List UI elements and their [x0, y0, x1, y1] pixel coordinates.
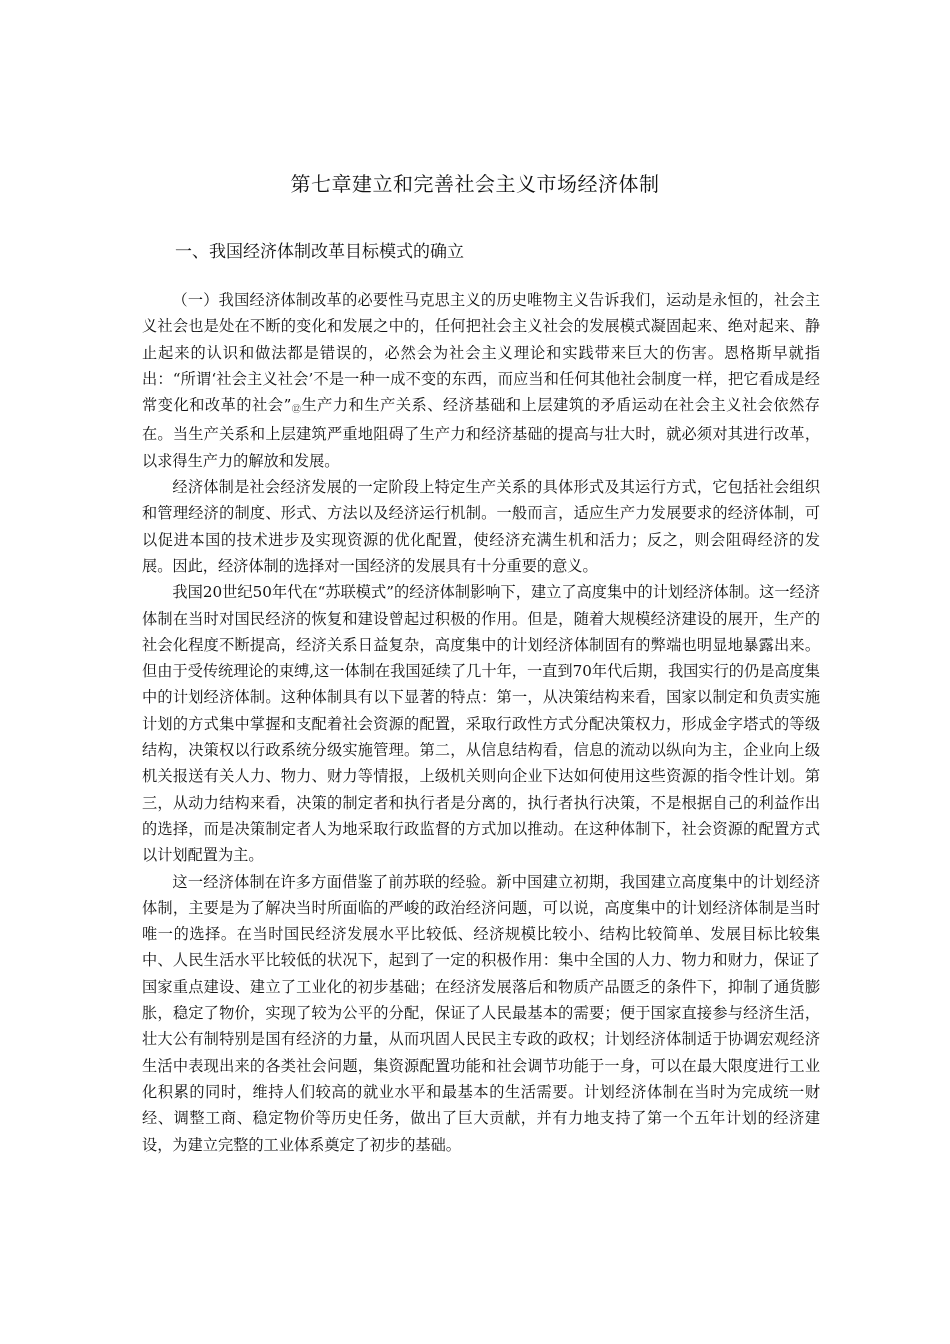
section-heading: 一、我国经济体制改革目标模式的确立: [175, 242, 464, 262]
paragraph-1: [142, 287, 820, 474]
chapter-title: 第七章建立和完善社会主义市场经济体制: [290, 172, 660, 196]
paragraph-3: 我国20世纪50年代在“苏联模式”的经济体制影响下，建立了高度集中的计划经济体制。这一经济体制在当时对国民经济的恢复和建设曾起过积极的作用。但是，随着大规模经济建设的展开，生产的社会化程度不断提高，经济关系日益复杂，高度集中的计划经济体制固有的弊端也明显地暴露出来。但由于受传统理论的束缚,这一体制在我国延续了几十年，一直到70年代后期，我国实行的仍是高度集中的计划经济体制。这种体制具有以下显著的特点：第一，从决策结构来看，国家以制定和负责实施计划的方式集中掌握和支配着社会资源的配置，采取行政性方式分配决策权力，形成金字塔式的等级结构，决策权以行政系统分级实施管理。第二，从信息结构看，信息的流动以纵向为主，企业向上级机关报送有关人力、物力、财力等情报，上级机关则向企业下达如何使用这些资源的指令性计划。第三，从动力结构来看，决策的制定者和执行者是分离的，执行者执行决策，不是根据自己的利益作出的选择，而是决策制定者人为地采取行政监督的方式加以推动。在这种体制下，社会资源的配置方式以计划配置为主。: [142, 583, 820, 865]
paragraph-1-part-a: （一）我国经济体制改革的必要性马克思主义的历史唯物主义告诉我们，运动是永恒的，社会主义社会也是处在不断的变化和发展之中的，任何把社会主义社会的发展模式凝固起来、绝对起来、静止起来的认识和做法都是错误的，必然会为社会主义理论和实践带来巨大的伤害。恩格斯早就指出：“所谓‘社会主义社会’不是一种一成不变的东西，而应当和任何其他社会制度一样，把它看成是经常变化和改革的社会”: [142, 291, 820, 415]
document-body: [142, 287, 820, 1158]
footnote-marker: ⑫: [291, 405, 302, 416]
paragraph-2: 经济体制是社会经济发展的一定阶段上特定生产关系的具体形式及其运行方式，它包括社会组织和管理经济的制度、形式、方法以及经济运行机制。一般而言，适应生产力发展要求的经济体制，可以促进本国的技术进步及实现资源的优化配置，使经济充满生机和活力；反之，则会阻碍经济的发展。因此，经济体制的选择对一国经济的发展具有十分重要的意义。: [142, 478, 820, 575]
paragraph-4: 这一经济体制在许多方面借鉴了前苏联的经验。新中国建立初期，我国建立高度集中的计划经济体制，主要是为了解决当时所面临的严峻的政治经济问题，可以说，高度集中的计划经济体制是当时唯一的选择。在当时国民经济发展水平比较低、经济规模比较小、结构比较简单、发展目标比较集中、人民生活水平比较低的状况下，起到了一定的积极作用：集中全国的人力、物力和财力，保证了国家重点建设、建立了工业化的初步基础；在经济发展落后和物质产品匮乏的条件下，抑制了通货膨胀，稳定了物价，实现了较为公平的分配，保证了人民最基本的需要；便于国家直接参与经济生活，壮大公有制特别是国有经济的力量，从而巩固人民民主专政的政权；计划经济体制适于协调宏观经济生活中表现出来的各类社会问题，集资源配置功能和社会调节功能于一身，可以在最大限度进行工业化积累的同时，维持人们较高的就业水平和最基本的生活需要。计划经济体制在当时为完成统一财经、调整工商、稳定物价等历史任务，做出了巨大贡献，并有力地支持了第一个五年计划的经济建设，为建立完整的工业体系奠定了初步的基础。: [142, 872, 820, 1154]
paragraph-1-part-b: 生产力和生产关系、经济基础和上层建筑的矛盾运动在社会主义社会依然存在。当生产关系和上层建筑严重地阻碍了生产力和经济基础的提高与壮大时，就必须对其进行改革，以求得生产力的解放和发展。: [142, 396, 820, 470]
